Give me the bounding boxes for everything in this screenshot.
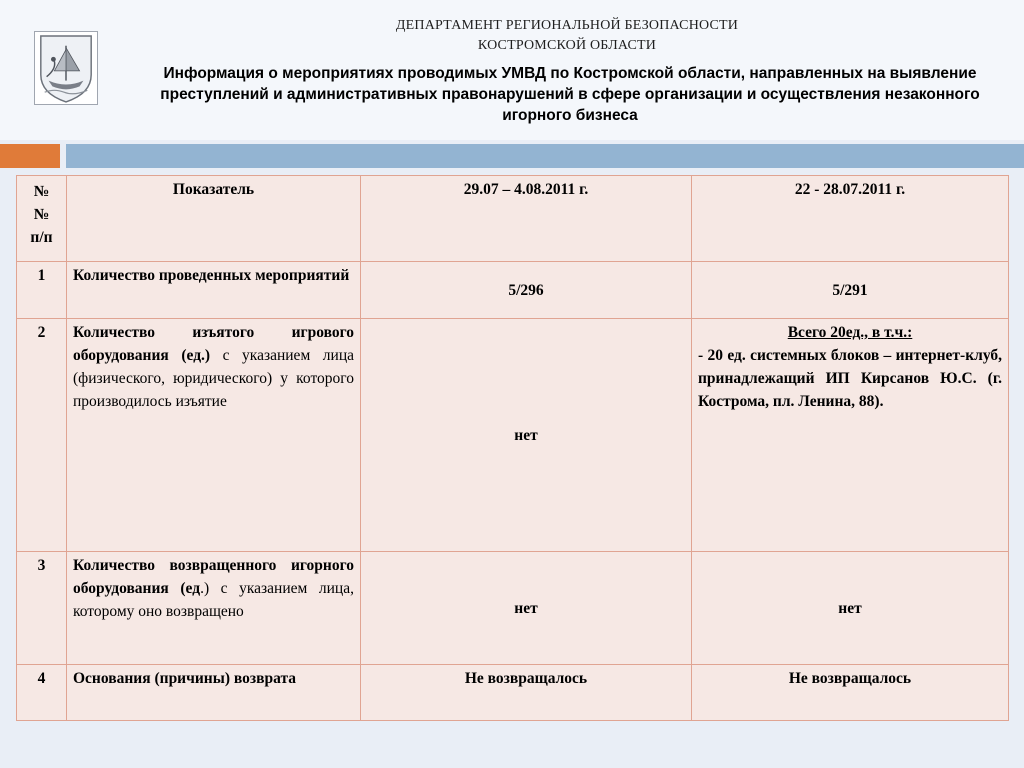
kostroma-coat-of-arms-icon bbox=[34, 31, 98, 105]
department-name-line1: ДЕПАРТАМЕНТ РЕГИОНАЛЬНОЙ БЕЗОПАСНОСТИ bbox=[395, 18, 739, 33]
indicator-bold-text: Основания (причины) возврата bbox=[73, 670, 296, 687]
page-title: Информация о мероприятиях проводимых УМВД по Костромской области, направленных на выявление преступлений и административных правонарушений в сфере организации и осуществления незаконного игорного бизнеса bbox=[160, 65, 980, 124]
row-indicator bbox=[67, 552, 361, 665]
seized-detail-text: - 20 ед. системных блоков – интернет-клуб, принадлежащий ИП Кирсанов Ю.С. (г. Кострома, пл. Ленина, 88). bbox=[698, 347, 1002, 410]
measures-table bbox=[16, 175, 1009, 721]
row-value-period-1: нет bbox=[361, 319, 692, 552]
blue-accent-bar bbox=[66, 144, 1024, 168]
department-name-line2: КОСТРОМСКОЙ ОБЛАСТИ bbox=[477, 38, 657, 53]
table-header-row bbox=[17, 176, 1009, 262]
row-number: 3 bbox=[17, 552, 67, 665]
orange-accent-bar bbox=[0, 144, 60, 168]
row-indicator bbox=[67, 665, 361, 721]
indicator-bold-text: Количество проведенных мероприятий bbox=[73, 267, 350, 284]
slide-header bbox=[0, 0, 1024, 140]
indicator-text: с указанием лица (физического, юридического) у которого производилось изъятие bbox=[73, 347, 354, 410]
row-indicator bbox=[67, 319, 361, 552]
header-number: № № п/п bbox=[17, 176, 67, 262]
seized-total-heading: Всего 20ед., в т.ч.: bbox=[787, 324, 913, 341]
table-row bbox=[17, 319, 1009, 552]
header-period-2: 22 - 28.07.2011 г. bbox=[692, 176, 1009, 262]
row-indicator bbox=[67, 262, 361, 319]
row-value-period-1: Не возвращалось bbox=[361, 665, 692, 721]
row-value-period-2 bbox=[692, 319, 1009, 552]
header-indicator: Показатель bbox=[67, 176, 361, 262]
row-value-period-2: нет bbox=[692, 552, 1009, 665]
indicator-bold-text: Количество изъятого игрового оборудования (ед.) bbox=[73, 324, 354, 364]
header-period-1: 29.07 – 4.08.2011 г. bbox=[361, 176, 692, 262]
row-value-period-1: 5/296 bbox=[361, 262, 692, 319]
row-value-period-2: Не возвращалось bbox=[692, 665, 1009, 721]
row-number: 4 bbox=[17, 665, 67, 721]
table-row bbox=[17, 552, 1009, 665]
table-row bbox=[17, 262, 1009, 319]
row-number: 2 bbox=[17, 319, 67, 552]
indicator-bold-text: Количество возвращенного игорного оборудования (ед bbox=[73, 557, 354, 597]
row-value-period-1: нет bbox=[361, 552, 692, 665]
row-number: 1 bbox=[17, 262, 67, 319]
table-row bbox=[17, 665, 1009, 721]
row-value-period-2: 5/291 bbox=[692, 262, 1009, 319]
indicator-text: .) с указанием лица, которому оно возвращено bbox=[73, 580, 354, 620]
